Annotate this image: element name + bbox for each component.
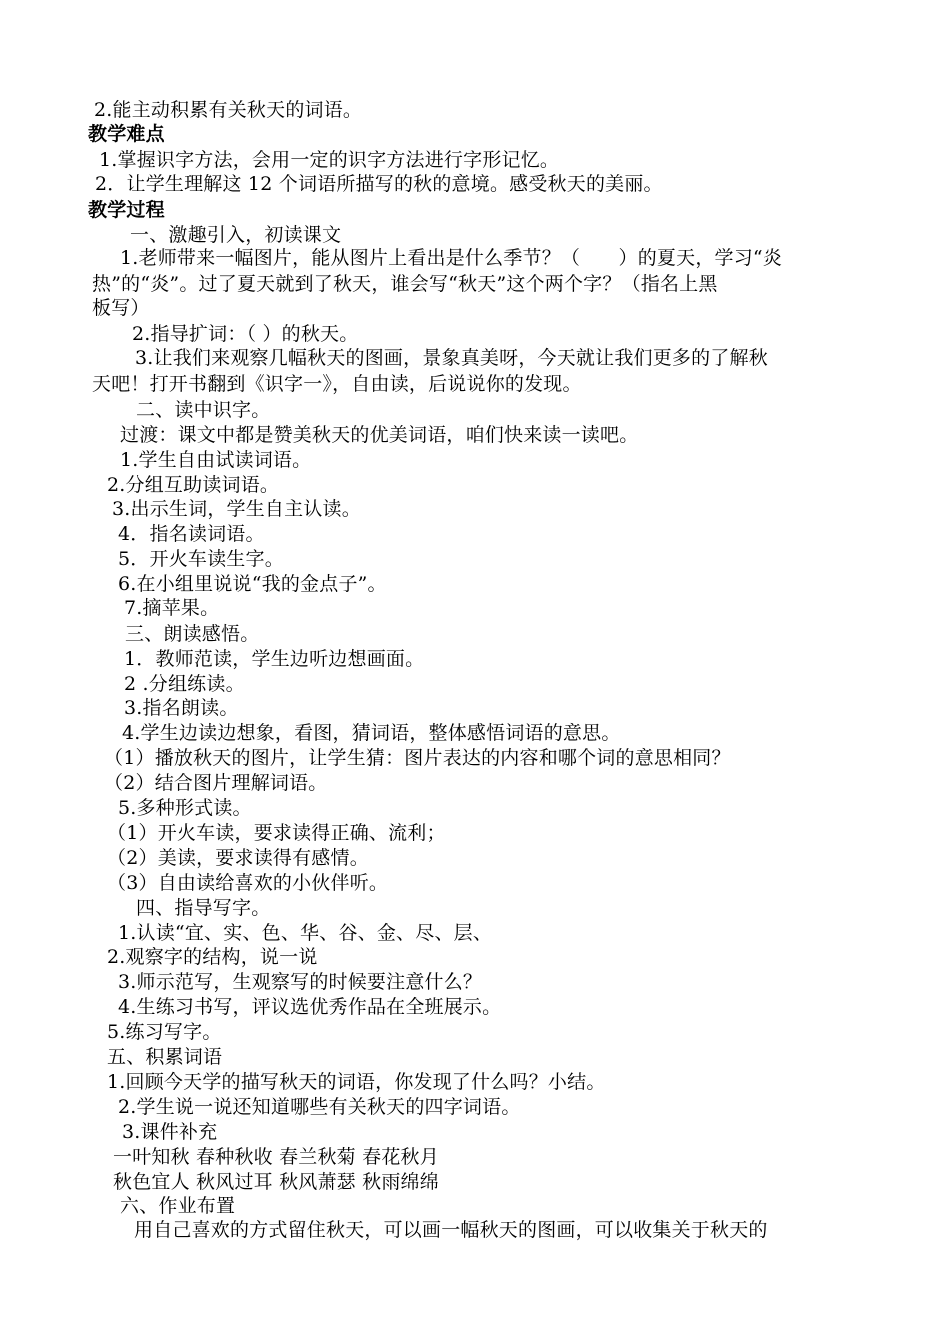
list-item: 4.学生边读边想象，看图，猜词语，整体感悟词语的意思。 <box>122 722 621 744</box>
list-item: 2.学生说一说还知道哪些有关秋天的四字词语。 <box>118 1096 521 1118</box>
section-heading: 一、激趣引入，初读课文 <box>130 224 342 246</box>
list-item: 2.观察字的结构，说一说 <box>107 946 318 968</box>
list-item: 2.分组互助读词语。 <box>107 474 280 496</box>
list-item: 6.在小组里说说“我的金点子”。 <box>118 573 387 595</box>
difficulty-line: 1.掌握识字方法，会用一定的识字方法进行字形记忆。 <box>99 149 560 171</box>
list-item: 4．指名读词语。 <box>118 523 265 545</box>
list-item: 1.认读“宜、实、色、华、谷、金、尽、层、 <box>118 922 493 944</box>
list-item: 1．教师范读，学生边听边想画面。 <box>124 648 425 670</box>
goal-line: 2.能主动积累有关秋天的词语。 <box>94 99 363 121</box>
list-item: 3.课件补充 <box>122 1121 218 1143</box>
section-heading: 四、指导写字。 <box>136 897 271 919</box>
section-heading: 三、朗读感悟。 <box>125 623 260 645</box>
list-item: （3）自由读给喜欢的小伙伴听。 <box>107 872 389 894</box>
list-item: 3.指名朗读。 <box>124 697 239 719</box>
word-list-line: 秋色宜人 秋风过耳 秋风萧瑟 秋雨绵绵 <box>113 1171 439 1193</box>
list-item: 3.出示生词，学生自主认读。 <box>112 498 361 520</box>
section-heading: 六、作业布置 <box>120 1195 236 1217</box>
list-item: 1.回顾今天学的描写秋天的词语，你发现了什么吗？小结。 <box>107 1071 606 1093</box>
list-item: 5.多种形式读。 <box>118 797 252 819</box>
text-line: 3.让我们来观察几幅秋天的图画，景象真美呀，今天就让我们更多的了解秋 <box>135 347 768 369</box>
text-line: 板写） <box>92 297 150 319</box>
text-line: 1.老师带来一幅图片，能从图片上看出是什么季节？（ ）的夏天，学习“炎 <box>120 247 783 269</box>
process-heading: 教学过程 <box>88 199 165 221</box>
list-item: （1）播放秋天的图片，让学生猜：图片表达的内容和哪个词的意思相同？ <box>104 747 731 769</box>
list-item: 2 .分组练读。 <box>124 673 245 695</box>
list-item: 7.摘苹果。 <box>124 597 220 619</box>
difficulty-heading: 教学难点 <box>88 123 165 145</box>
list-item: （2）美读，要求读得有感情。 <box>107 847 369 869</box>
list-item: 5.练习写字。 <box>107 1021 222 1043</box>
text-line: 用自己喜欢的方式留住秋天，可以画一幅秋天的图画，可以收集关于秋天的 <box>134 1219 768 1241</box>
difficulty-line: 2．让学生理解这 12 个词语所描写的秋的意境。感受秋天的美丽。 <box>95 173 663 195</box>
text-line: 2.指导扩词：（ ）的秋天。 <box>132 323 359 345</box>
text-line: 过渡：课文中都是赞美秋天的优美词语，咱们快来读一读吧。 <box>120 424 639 446</box>
section-heading: 五、积累词语 <box>107 1046 223 1068</box>
text-line: 天吧！打开书翻到《识字一》，自由读，后说说你的发现。 <box>92 373 582 395</box>
section-heading: 二、读中识字。 <box>136 399 271 421</box>
list-item: 5．开火车读生字。 <box>118 548 284 570</box>
word-list-line: 一叶知秋 春种秋收 春兰秋菊 春花秋月 <box>113 1146 439 1168</box>
list-item: 3.师示范写，生观察写的时候要注意什么？ <box>118 971 483 993</box>
list-item: 1.学生自由试读词语。 <box>120 449 312 471</box>
list-item: （1）开火车读，要求读得正确、流利； <box>107 822 446 844</box>
list-item: 4.生练习书写，评议选优秀作品在全班展示。 <box>118 996 502 1018</box>
text-line: 热”的“炎”。过了夏天就到了秋天，谁会写“秋天”这个两个字？（指名上黑 <box>92 273 718 295</box>
list-item: （2）结合图片理解词语。 <box>104 772 328 794</box>
